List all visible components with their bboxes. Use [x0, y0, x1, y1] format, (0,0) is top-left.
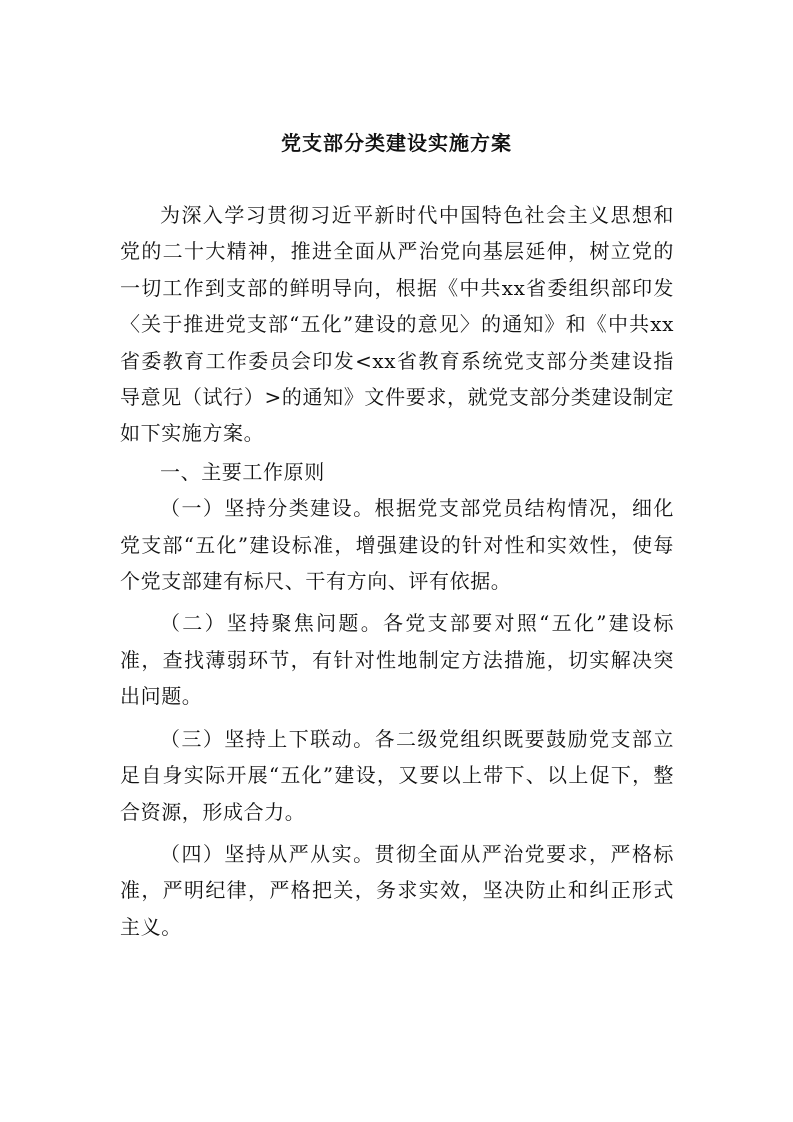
principle-paragraph-4: （四）坚持从严从实。贯彻全面从严治党要求，严格标准，严明纪律，严格把关，务求实效，坚决防止和纠正形式主义。	[120, 841, 674, 939]
principle-paragraph-3: （三）坚持上下联动。各二级党组织既要鼓励党支部立足自身实际开展“五化”建设，又要以上带下、以上促下，整合资源，形成合力。	[120, 726, 674, 824]
document-body	[120, 197, 674, 945]
section-heading-principles: 一、主要工作原则	[160, 459, 325, 484]
intro-paragraph: 为深入学习贯彻习近平新时代中国特色社会主义思想和党的二十大精神，推进全面从严治党向基层延伸，树立党的一切工作到支部的鲜明导向，根据《中共xx省委组织部印发〈关于推进党支部“五化”建设的意见〉的通知》和《中共xx省委教育工作委员会印发<xx省教育系统党支部分类建设指导意见（试行）>的通知》文件要求，就党支部分类建设制定如下实施方案。	[120, 203, 674, 446]
document-title: 党支部分类建设实施方案	[281, 131, 512, 155]
principle-paragraph-2: （二）坚持聚焦问题。各党支部要对照“五化”建设标准，查找薄弱环节，有针对性地制定方法措施，切实解决突出问题。	[120, 611, 674, 709]
principle-paragraph-1: （一）坚持分类建设。根据党支部党员结构情况，细化党支部“五化”建设标准，增强建设的针对性和实效性，使每个党支部建有标尺、干有方向、评有依据。	[120, 496, 674, 594]
